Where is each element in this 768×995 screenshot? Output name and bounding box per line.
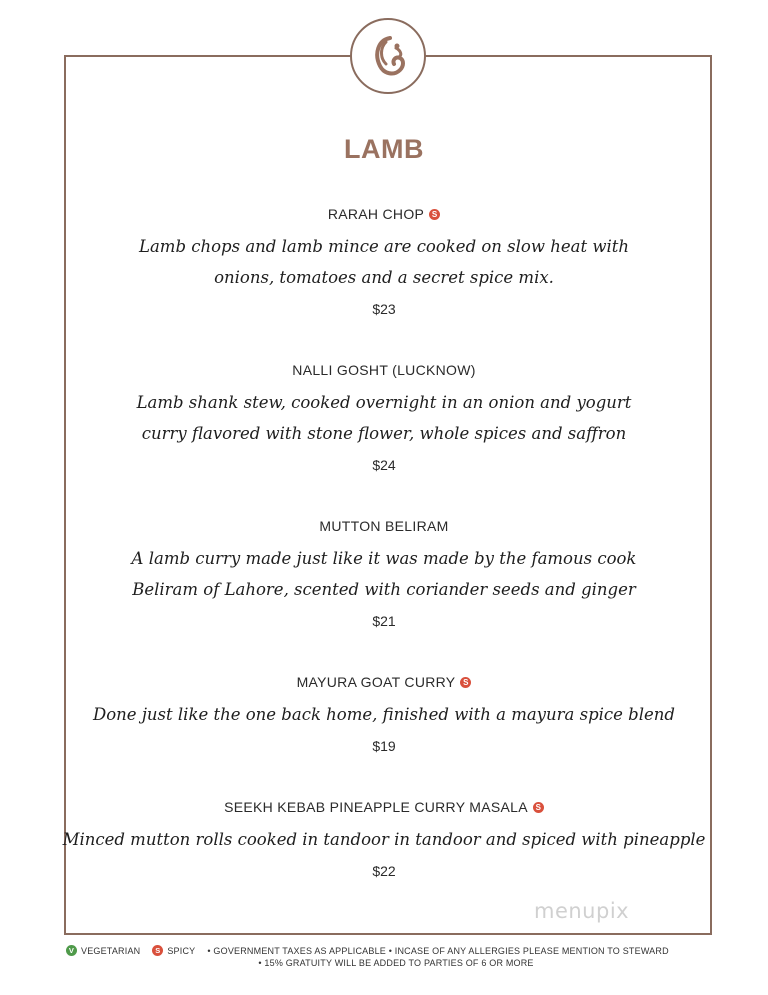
spicy-icon: S: [460, 677, 471, 688]
item-name: RARAH CHOP: [327, 206, 425, 222]
watermark: menupix: [534, 899, 630, 923]
restaurant-logo: [350, 18, 426, 94]
menu-item: [0, 360, 768, 473]
peacock-swirl-icon: [360, 28, 416, 84]
menu-item: [0, 797, 768, 879]
item-name: MAYURA GOAT CURRY: [296, 674, 456, 690]
item-price: $19: [372, 738, 396, 754]
item-name: SEEKH KEBAB PINEAPPLE CURRY MASALA: [224, 799, 528, 815]
item-price: $24: [372, 457, 396, 473]
vegetarian-icon: V: [66, 945, 77, 956]
menu-item: [0, 516, 768, 629]
spicy-icon: S: [152, 945, 163, 956]
item-price: $22: [372, 863, 396, 879]
item-price: $23: [372, 301, 396, 317]
footer-legend: [66, 945, 706, 968]
section-title: LAMB: [344, 134, 424, 164]
item-description-line: Beliram of Lahore, scented with coriander seeds and ginger: [132, 580, 636, 599]
menu-item: [0, 672, 768, 754]
spicy-label: SPICY: [167, 945, 196, 956]
item-name: NALLI GOSHT (LUCKNOW): [292, 362, 476, 378]
item-description-line: curry flavored with stone flower, whole spices and saffron: [141, 424, 627, 443]
spicy-icon: S: [429, 209, 440, 220]
menu-item: [0, 204, 768, 317]
item-description-line: Done just like the one back home, finished with a mayura spice blend: [93, 705, 675, 724]
item-description-line: Minced mutton rolls cooked in tandoor in tandoor and spiced with pineapple: [62, 830, 706, 849]
item-description-line: Lamb shank stew, cooked overnight in an onion and yogurt: [136, 393, 632, 412]
item-description-line: Lamb chops and lamb mince are cooked on slow heat with: [139, 237, 629, 256]
item-price: $21: [372, 613, 396, 629]
footer-note: • 15% GRATUITY WILL BE ADDED TO PARTIES OF 6 OR MORE: [258, 958, 534, 968]
item-description-line: onions, tomatoes and a secret spice mix.: [214, 268, 554, 287]
item-name: MUTTON BELIRAM: [319, 518, 449, 534]
spicy-icon: S: [533, 802, 544, 813]
vegetarian-label: VEGETARIAN: [81, 945, 141, 956]
item-description-line: A lamb curry made just like it was made by the famous cook: [131, 549, 637, 568]
footer-note: • GOVERNMENT TAXES AS APPLICABLE • INCASE OF ANY ALLERGIES PLEASE MENTION TO STEWARD: [207, 945, 669, 956]
